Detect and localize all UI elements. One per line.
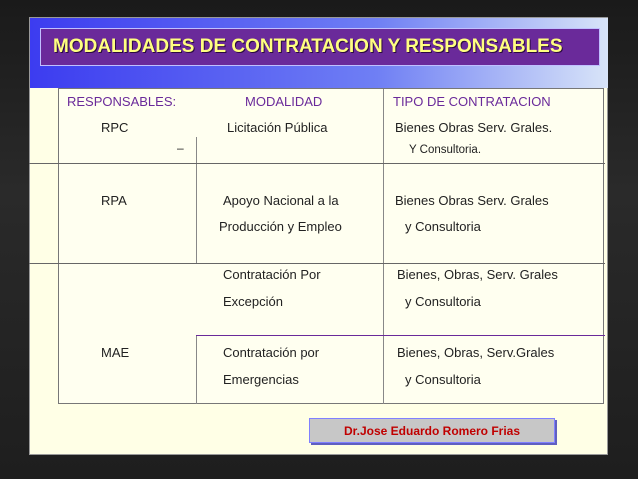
responsable-rpc: RPC bbox=[101, 120, 129, 135]
tipo-cell: y Consultoria bbox=[405, 219, 481, 234]
tipo-cell: y Consultoria bbox=[405, 294, 481, 309]
modalidad-cell: Licitación Pública bbox=[227, 120, 328, 135]
row-divider bbox=[196, 335, 605, 336]
modalidad-cell: Excepción bbox=[223, 294, 283, 309]
row-divider bbox=[29, 263, 605, 264]
tipo-cell: Bienes, Obras, Serv. Grales bbox=[397, 267, 558, 282]
contracting-table bbox=[58, 88, 604, 404]
tipo-cell: Bienes, Obras, Serv.Grales bbox=[397, 345, 555, 360]
dash-mark: – bbox=[177, 141, 184, 155]
tipo-cell: Bienes Obras Serv. Grales bbox=[395, 193, 549, 208]
slide-title: MODALIDADES DE CONTRATACION Y RESPONSABLES bbox=[40, 28, 600, 66]
responsable-rpa: RPA bbox=[101, 193, 127, 208]
column-divider bbox=[196, 137, 197, 263]
modalidad-cell: Contratación Por bbox=[223, 267, 321, 282]
header-responsables: RESPONSABLES: bbox=[67, 94, 177, 109]
modalidad-cell: Apoyo Nacional a la bbox=[223, 193, 339, 208]
column-divider bbox=[196, 335, 197, 404]
header-tipo: TIPO DE CONTRATACION bbox=[393, 94, 551, 109]
header-modalidad: MODALIDAD bbox=[245, 94, 323, 109]
column-divider bbox=[383, 89, 384, 404]
tipo-cell: Bienes Obras Serv. Grales. bbox=[395, 120, 553, 135]
modalidad-cell: Contratación por bbox=[223, 345, 320, 360]
modalidad-cell: Producción y Empleo bbox=[219, 219, 342, 234]
row-divider bbox=[29, 163, 605, 164]
modalidad-cell: Emergencias bbox=[223, 372, 299, 387]
responsable-mae: MAE bbox=[101, 345, 130, 360]
tipo-cell: Y Consultoria. bbox=[409, 144, 482, 156]
author-label: Dr.Jose Eduardo Romero Frias bbox=[309, 418, 555, 443]
tipo-cell: y Consultoria bbox=[405, 372, 481, 387]
